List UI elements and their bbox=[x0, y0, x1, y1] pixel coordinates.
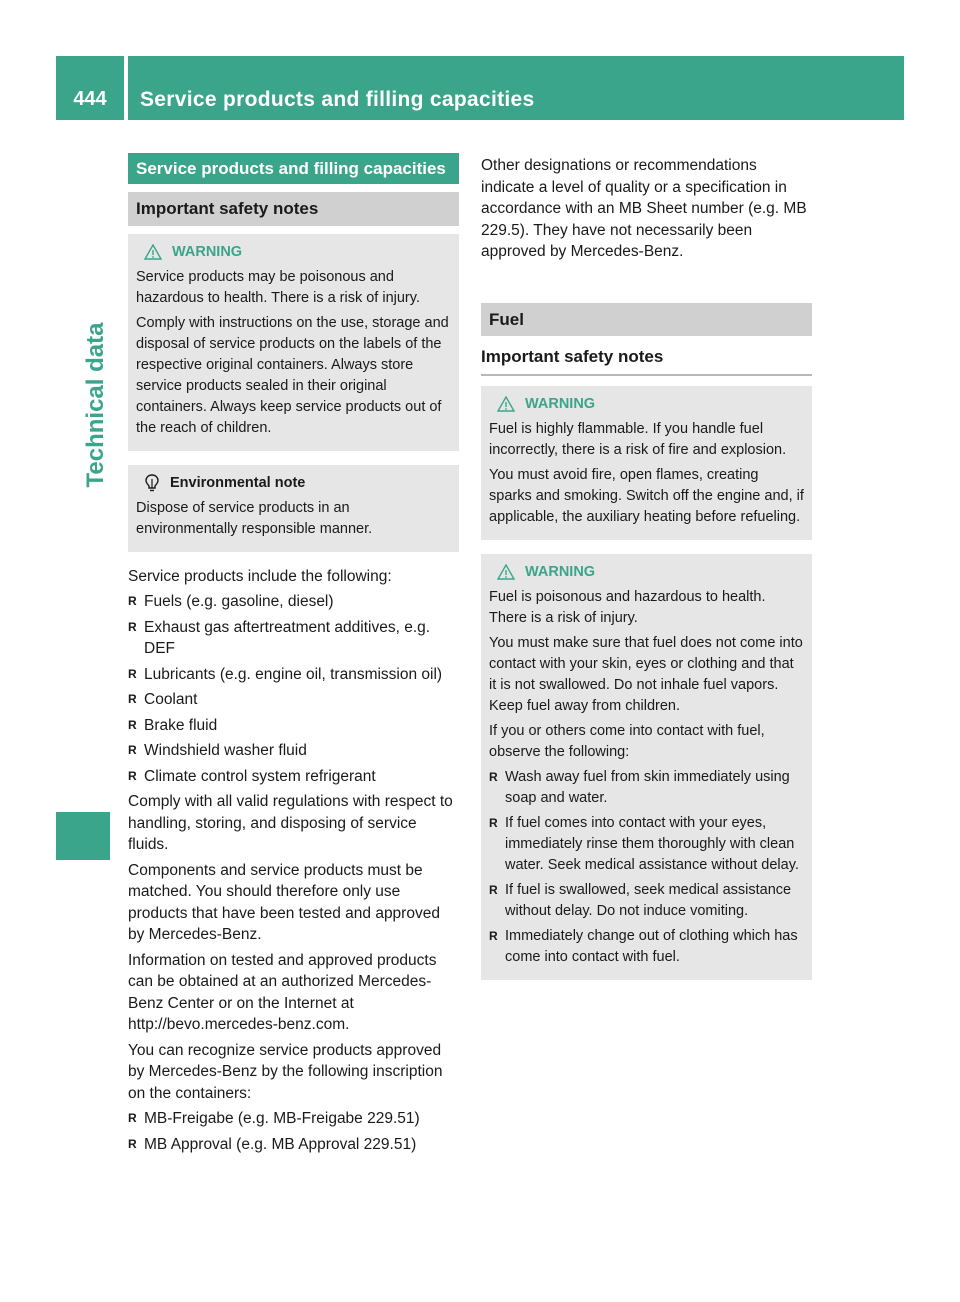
bullet-icon: R bbox=[128, 594, 137, 608]
list-item: R MB Approval (e.g. MB Approval 229.51) bbox=[128, 1134, 459, 1156]
designations-text: Other designations or recommendations indicate a level of quality or a specification in accordance with an MB Sheet number (e.g. MB 229.5). They have not necessarily been approved by Mercedes-Benz. bbox=[481, 157, 807, 260]
bullet-icon: R bbox=[489, 769, 498, 784]
bullet-icon: R bbox=[128, 717, 137, 732]
warning-paragraph: Comply with instructions on the use, storage and disposal of service products on the labels of the respective original containers. Always store service products sealed in their original containers. Always keep service products out of the reach of children. bbox=[136, 314, 449, 436]
warning-title bbox=[489, 562, 804, 583]
side-block bbox=[56, 812, 110, 860]
list-item: R If fuel comes into contact with your eyes, immediately rinse them thoroughly with clean water. Seek medical assistance without delay. bbox=[489, 814, 799, 873]
list-item: R Exhaust gas aftertreatment additives, e.g. DEF bbox=[128, 618, 431, 657]
list-item: R Immediately change out of clothing which has come into contact with fuel. bbox=[489, 927, 798, 965]
environmental-note-box bbox=[128, 465, 459, 552]
right-column bbox=[481, 155, 812, 994]
subsection-title: Important safety notes bbox=[128, 192, 459, 226]
warning-paragraph: Fuel is highly flammable. If you handle fuel incorrectly, there is a risk of fire and explosion. bbox=[489, 420, 787, 458]
bullet-icon: R bbox=[489, 882, 498, 897]
warning-paragraph: If you or others come into contact with fuel, observe the following: bbox=[489, 722, 765, 760]
list-item: R MB-Freigabe (e.g. MB-Freigabe 229.51) bbox=[128, 1108, 459, 1130]
warning-box bbox=[128, 234, 459, 451]
service-products-list bbox=[128, 591, 459, 787]
lightbulb-icon bbox=[144, 474, 160, 492]
fuel-warning-box-1 bbox=[481, 386, 812, 540]
bullet-icon: R bbox=[128, 1136, 137, 1151]
environmental-note-text: Dispose of service products in an environmentally responsible manner. bbox=[136, 499, 373, 537]
left-column bbox=[128, 153, 459, 1159]
list-item: R Wash away fuel from skin immediately using soap and water. bbox=[489, 768, 790, 806]
page-number: 444 bbox=[73, 88, 107, 110]
list-item: R Windshield washer fluid bbox=[128, 740, 459, 762]
section-title: Service products and filling capacities bbox=[128, 153, 459, 184]
list-item: R Climate control system refrigerant bbox=[128, 766, 459, 788]
side-label bbox=[82, 145, 112, 665]
environmental-note-title bbox=[136, 473, 451, 494]
intro-text: Service products include the following: bbox=[128, 567, 392, 585]
warning-label: WARNING bbox=[525, 395, 596, 412]
warning-paragraph: Fuel is poisonous and hazardous to health. There is a risk of injury. bbox=[489, 588, 766, 626]
body-paragraph: Information on tested and approved products can be obtained at an authorized Mercedes-Benz Center or on the Internet at http://bevo.mercedes-benz.com. bbox=[128, 951, 437, 1033]
warning-paragraph: Service products may be poisonous and hazardous to health. There is a risk of injury. bbox=[136, 268, 420, 306]
body-paragraph: You can recognize service products approved by Mercedes-Benz by the following inscription on the containers: bbox=[128, 1041, 443, 1102]
list-item: R Coolant bbox=[128, 689, 459, 711]
warning-paragraph: You must make sure that fuel does not come into contact with your skin, eyes or clothing and that it is not swallowed. Do not inhale fuel vapors. Keep fuel away from children. bbox=[489, 634, 803, 714]
bullet-icon: R bbox=[489, 815, 498, 830]
list-item: R Lubricants (e.g. engine oil, transmission oil) bbox=[128, 664, 459, 686]
bullet-icon: R bbox=[128, 768, 137, 783]
fuel-warning-box-2 bbox=[481, 554, 812, 980]
warning-title bbox=[136, 242, 451, 263]
bullet-icon: R bbox=[128, 619, 137, 634]
bullet-icon: R bbox=[128, 743, 137, 757]
fuel-contact-list bbox=[489, 767, 804, 968]
body-paragraph: Comply with all valid regulations with respect to handling, storing, and disposing of service fluids. bbox=[128, 793, 453, 853]
bullet-icon: R bbox=[128, 1111, 137, 1125]
warning-paragraph: You must avoid fire, open flames, creating sparks and smoking. Switch off the engine and, if applicable, the auxiliary heating before refueling. bbox=[489, 466, 804, 525]
bullet-icon: R bbox=[489, 928, 498, 943]
warning-title bbox=[489, 394, 804, 415]
bullet-icon: R bbox=[128, 692, 137, 706]
side-label-text: Technical data bbox=[82, 322, 109, 488]
header-divider bbox=[124, 56, 128, 120]
fuel-subsection-title: Important safety notes bbox=[481, 336, 812, 376]
warning-triangle-icon bbox=[497, 564, 515, 580]
inscriptions-list bbox=[128, 1108, 459, 1155]
warning-label: WARNING bbox=[525, 563, 596, 580]
warning-triangle-icon bbox=[144, 244, 162, 260]
list-item: R If fuel is swallowed, seek medical assistance without delay. Do not induce vomiting. bbox=[489, 881, 792, 919]
warning-triangle-icon bbox=[497, 396, 515, 412]
environmental-note-label: Environmental note bbox=[170, 474, 306, 491]
body-paragraph: Components and service products must be matched. You should therefore only use products that have been tested and approved by Mercedes-Benz. bbox=[128, 861, 440, 943]
list-item: R Brake fluid bbox=[128, 715, 459, 737]
header-title: Service products and filling capacities bbox=[140, 88, 535, 111]
list-item: R Fuels (e.g. gasoline, diesel) bbox=[128, 591, 459, 613]
bullet-icon: R bbox=[128, 666, 137, 681]
warning-label: WARNING bbox=[172, 243, 243, 260]
fuel-section-title: Fuel bbox=[481, 303, 812, 337]
